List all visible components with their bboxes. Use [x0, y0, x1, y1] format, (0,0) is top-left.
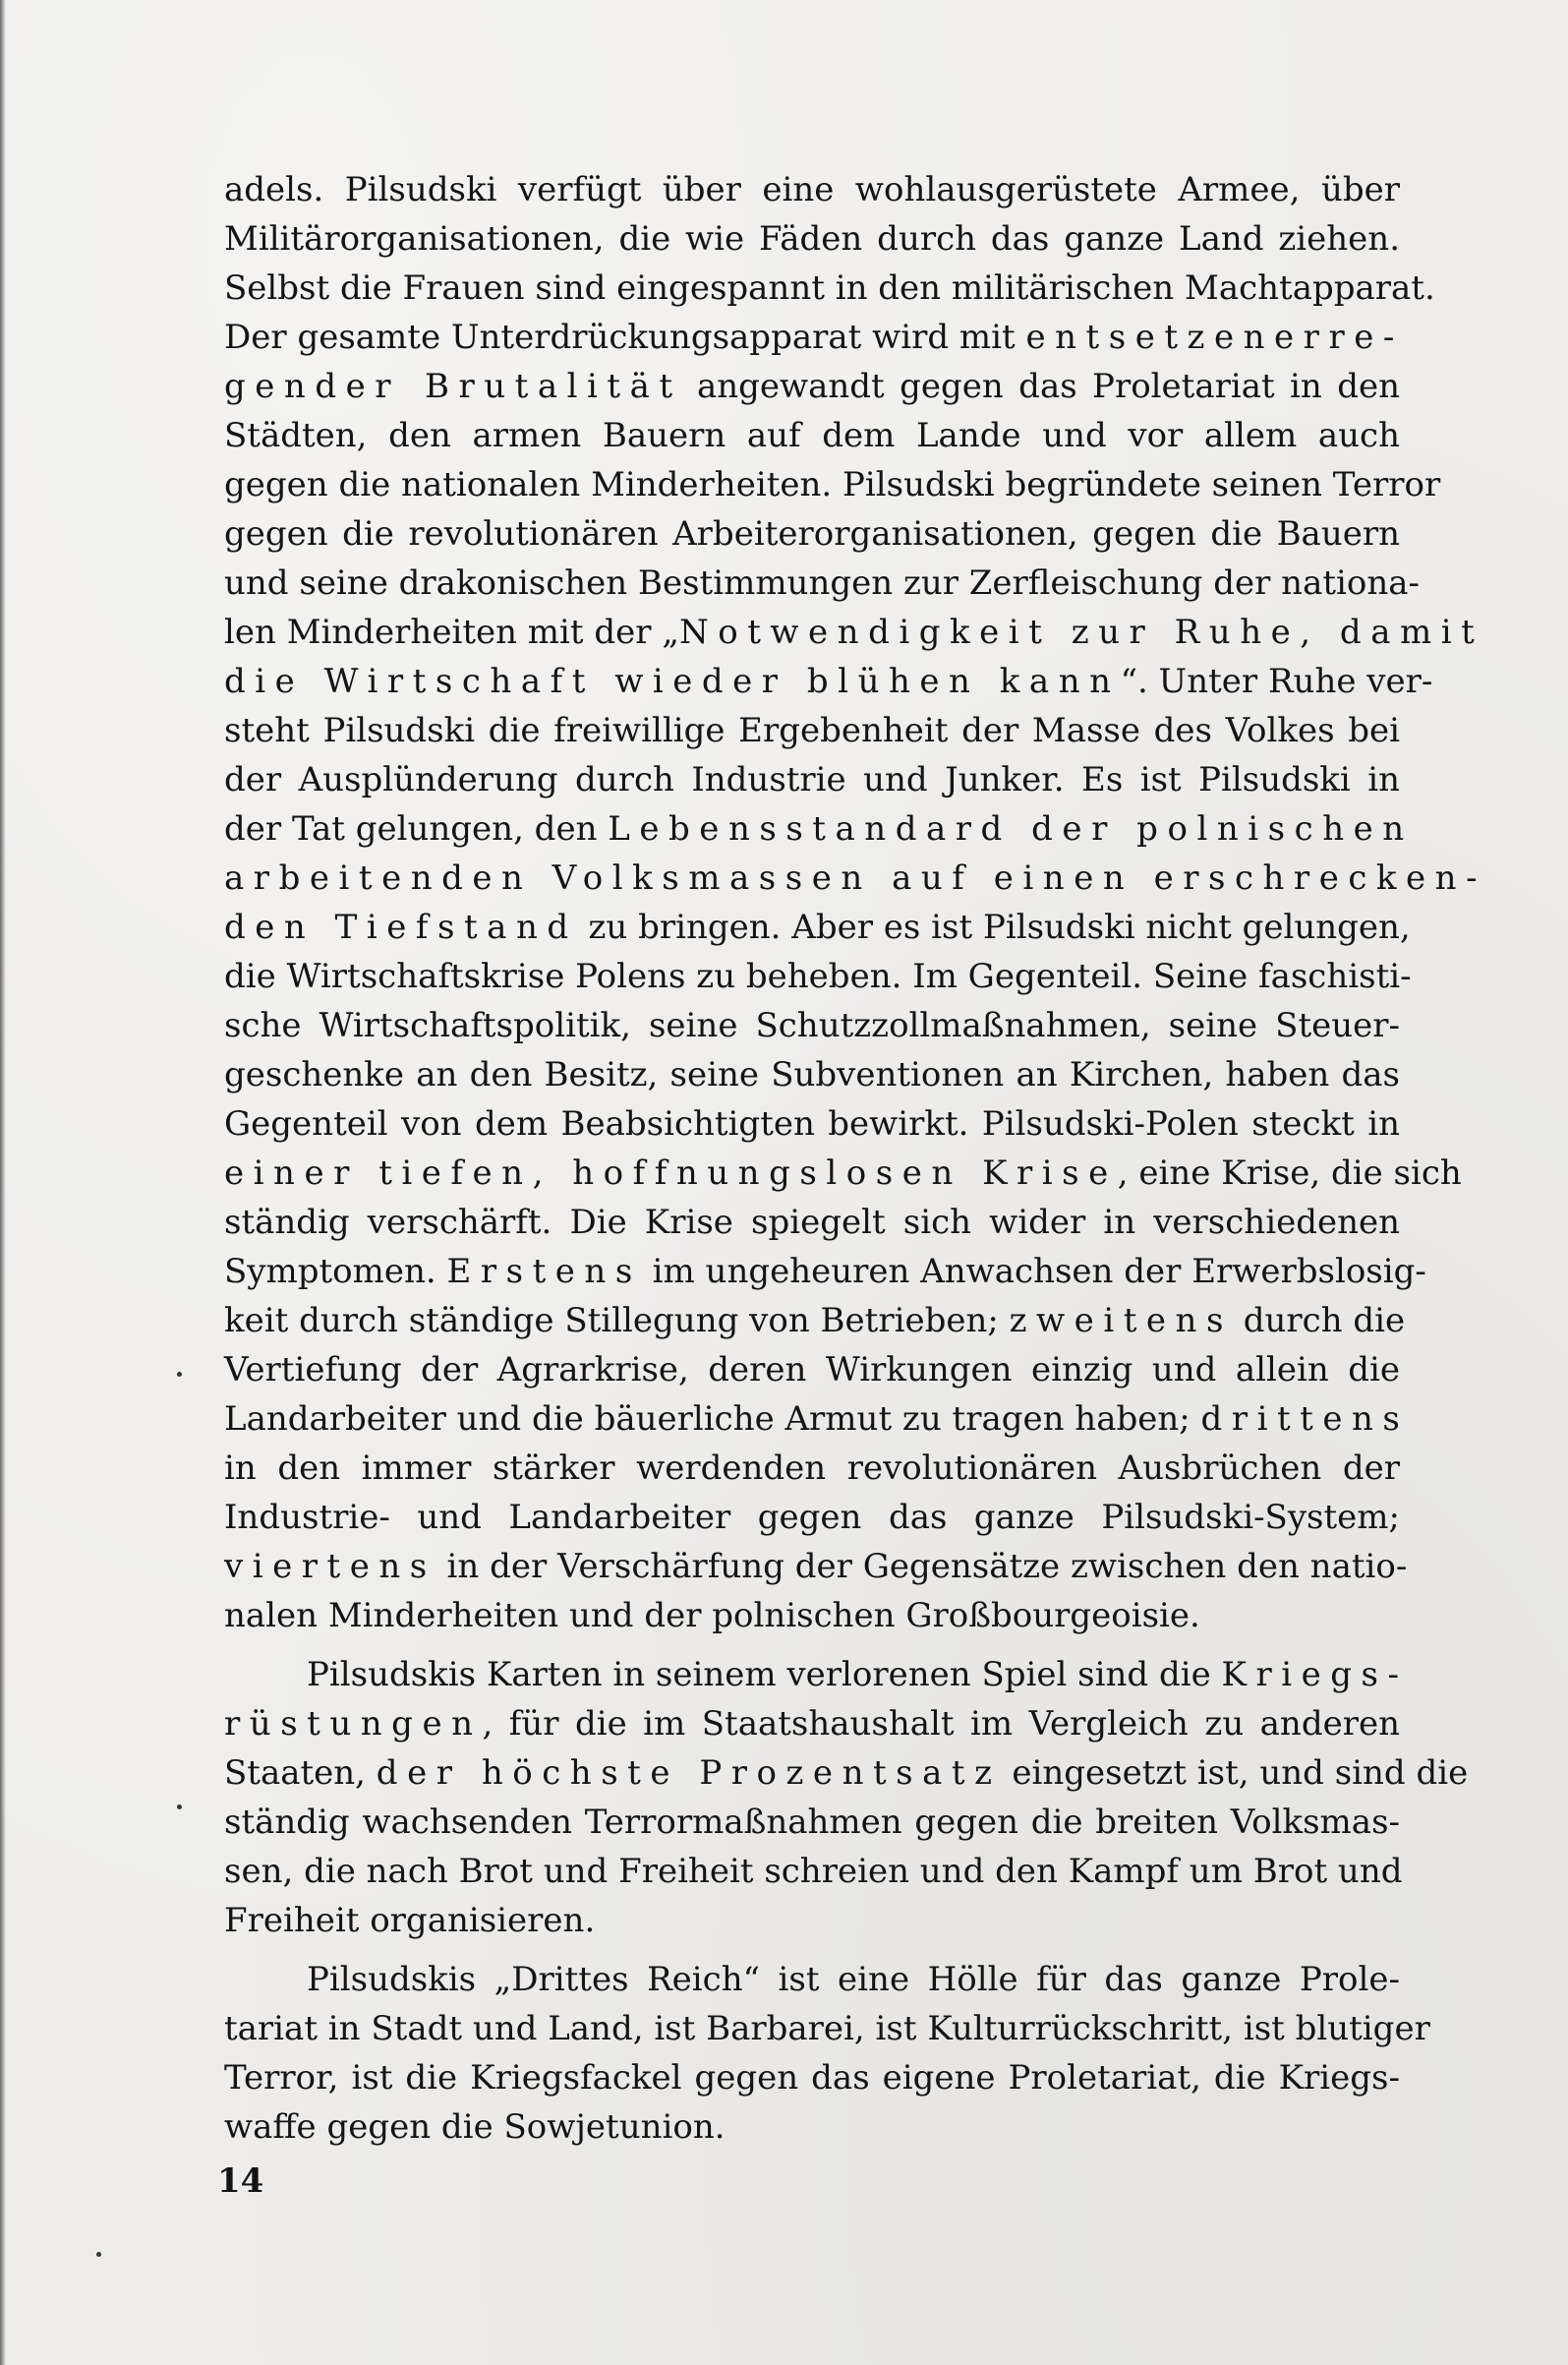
page-edge-shadow — [0, 0, 6, 2365]
text-line — [224, 1149, 1462, 1198]
text-run: Freiheit organisieren. — [224, 1901, 596, 1940]
text-line — [224, 264, 1435, 313]
text-run: , eine Krise, die sich — [1117, 1153, 1462, 1193]
text-line — [224, 1896, 1400, 1945]
text-run: und seine drakonischen Bestimmungen zur Zerfleischung der nationa- — [224, 563, 1421, 603]
page-number: 14 — [217, 2161, 264, 2201]
text-line — [224, 1493, 1400, 1542]
text-run: Vertiefung der Agrarkrise, deren Wirkungen einzig und allein die — [224, 1350, 1400, 1389]
emphasized-text: arbeitenden Volksmassen auf einen erschrecken- — [224, 858, 1487, 898]
text-line — [224, 1955, 1400, 2004]
emphasized-text: den Tiefstand — [224, 908, 578, 947]
text-line — [224, 2053, 1400, 2102]
text-run: gegen die nationalen Minderheiten. Pilsudski begründete seinen Terror — [224, 465, 1441, 504]
text-run: Pilsudskis „Drittes Reich“ ist eine Hölle für das ganze Prole- — [307, 1960, 1400, 1999]
text-line — [224, 706, 1400, 755]
text-line — [224, 1296, 1406, 1345]
text-line — [224, 1198, 1400, 1247]
text-run: Der gesamte Unterdrückungsapparat wird mit — [224, 318, 1026, 357]
text-line — [224, 1001, 1400, 1050]
paragraph — [224, 1650, 1469, 1945]
text-line — [224, 313, 1404, 362]
text-run: durch die — [1232, 1301, 1406, 1340]
emphasized-text: entsetzenerre- — [1025, 318, 1404, 357]
text-run: eingesetzt ist, und sind die — [1001, 1753, 1469, 1793]
scan-speck — [177, 1804, 182, 1809]
emphasized-text: Kriegs- — [1221, 1655, 1409, 1694]
text-run: gegen die revolutionären Arbeiterorganisationen, gegen die Bauern — [224, 514, 1400, 554]
emphasized-text: gender Brutalität — [224, 367, 682, 406]
text-line — [224, 1247, 1426, 1296]
paragraph — [224, 1955, 1430, 2152]
emphasized-text: Erstens — [446, 1252, 642, 1291]
text-run: Landarbeiter und die bäuerliche Armut zu tragen haben; — [224, 1399, 1201, 1439]
scan-speck — [96, 2252, 101, 2257]
text-line — [224, 2102, 1400, 2152]
emphasized-text: einer tiefen, hoffnungslosen Krise — [224, 1153, 1118, 1193]
paragraph — [224, 165, 1487, 1640]
text-run: ständig wachsenden Terrormaßnahmen gegen die breiten Volksmas- — [224, 1803, 1400, 1842]
emphasized-text: Lebensstandard der polnischen — [608, 809, 1414, 849]
emphasized-text: viertens — [224, 1547, 436, 1586]
text-run: Gegenteil von dem Beabsichtigten bewirkt. Pilsudski-Polen steckt in — [224, 1104, 1400, 1144]
body-text — [224, 165, 1487, 2152]
paragraph-gap — [224, 1640, 1400, 1650]
text-run: Städten, den armen Bauern auf dem Lande und vor allem auch — [224, 416, 1400, 455]
text-line — [224, 1394, 1410, 1444]
emphasized-text: rüstungen — [224, 1704, 483, 1744]
text-run: Militärorganisationen, die wie Fäden durch das ganze Land ziehen. — [224, 219, 1400, 259]
text-line — [224, 1798, 1400, 1847]
text-line — [224, 1050, 1400, 1099]
text-run: die Wirtschaftskrise Polens zu beheben. Im Gegenteil. Seine faschisti- — [224, 957, 1412, 996]
text-run: der Ausplünderung durch Industrie und Junker. Es ist Pilsudski in — [224, 760, 1400, 799]
text-line — [224, 1748, 1469, 1798]
text-line — [224, 1591, 1400, 1640]
text-run: im ungeheuren Anwachsen der Erwerbslosig- — [641, 1252, 1426, 1291]
text-run: steht Pilsudski die freiwillige Ergebenheit der Masse des Volkes bei — [224, 711, 1400, 750]
text-line — [224, 214, 1400, 264]
text-run: zu bringen. Aber es ist Pilsudski nicht gelungen, — [577, 908, 1411, 947]
text-line — [224, 559, 1421, 608]
text-line — [224, 2004, 1430, 2053]
text-line — [224, 1099, 1400, 1149]
text-run: waffe gegen die Sowjetunion. — [224, 2107, 726, 2147]
emphasized-text: Notwendigkeit zur Ruhe, damit — [678, 613, 1484, 652]
emphasized-text: die Wirtschaft wieder blühen kann — [224, 662, 1121, 701]
text-run: nalen Minderheiten und der polnischen Großbourgeoisie. — [224, 1596, 1200, 1635]
text-run: Terror, ist die Kriegsfackel gegen das eigene Proletariat, die Kriegs- — [224, 2058, 1400, 2098]
text-line — [224, 411, 1400, 460]
text-line — [224, 1650, 1409, 1699]
text-line — [224, 608, 1484, 657]
emphasized-text: der höchste Prozentsatz — [376, 1753, 1002, 1793]
text-run: len Minderheiten mit der „ — [224, 613, 679, 652]
text-run: adels. Pilsudski verfügt über eine wohlausgerüstete Armee, über — [224, 170, 1400, 209]
text-line — [224, 755, 1400, 804]
text-line — [224, 804, 1414, 854]
text-line — [224, 854, 1487, 903]
text-run: geschenke an den Besitz, seine Subventionen an Kirchen, haben das — [224, 1055, 1400, 1094]
text-line — [224, 362, 1400, 411]
paragraph-gap — [224, 1945, 1400, 1955]
text-run: sche Wirtschaftspolitik, seine Schutzzollmaßnahmen, seine Steuer- — [224, 1006, 1400, 1045]
text-line — [224, 952, 1412, 1001]
text-line — [224, 657, 1433, 706]
text-run: Staaten, — [224, 1753, 377, 1793]
text-run: Industrie- und Landarbeiter gegen das ganze Pilsudski-System; — [224, 1498, 1400, 1537]
text-run: , für die im Staatshaushalt im Vergleich zu anderen — [482, 1704, 1400, 1744]
text-run: Selbst die Frauen sind eingespannt in den militärischen Machtapparat. — [224, 268, 1435, 308]
emphasized-text: drittens — [1200, 1399, 1410, 1439]
text-run: in den immer stärker werdenden revolutionären Ausbrüchen der — [224, 1449, 1400, 1488]
text-line — [224, 460, 1441, 509]
text-run: tariat in Stadt und Land, ist Barbarei, ist Kulturrückschritt, ist blutiger — [224, 2009, 1430, 2048]
text-run: Symptomen. — [224, 1252, 447, 1291]
text-run: “. Unter Ruhe ver- — [1120, 662, 1433, 701]
text-line — [224, 1444, 1400, 1493]
text-line — [224, 509, 1400, 559]
text-line — [224, 903, 1411, 952]
text-run: Pilsudskis Karten in seinem verlorenen Spiel sind die — [307, 1655, 1222, 1694]
text-run: sen, die nach Brot und Freiheit schreien und den Kampf um Brot und — [224, 1852, 1403, 1891]
text-line — [224, 1542, 1408, 1591]
text-run: ständig verschärft. Die Krise spiegelt sich wider in verschiedenen — [224, 1203, 1400, 1242]
text-line — [224, 1345, 1400, 1394]
scan-speck — [177, 1372, 182, 1377]
text-run: in der Verschärfung der Gegensätze zwischen den natio- — [436, 1547, 1408, 1586]
text-run: angewandt gegen das Proletariat in den — [681, 367, 1400, 406]
text-line — [224, 1847, 1403, 1896]
text-run: der Tat gelungen, den — [224, 809, 609, 849]
text-run: keit durch ständige Stillegung von Betrieben; — [224, 1301, 1010, 1340]
text-line — [224, 1699, 1400, 1748]
emphasized-text: zweitens — [1009, 1301, 1233, 1340]
text-line — [224, 165, 1400, 214]
